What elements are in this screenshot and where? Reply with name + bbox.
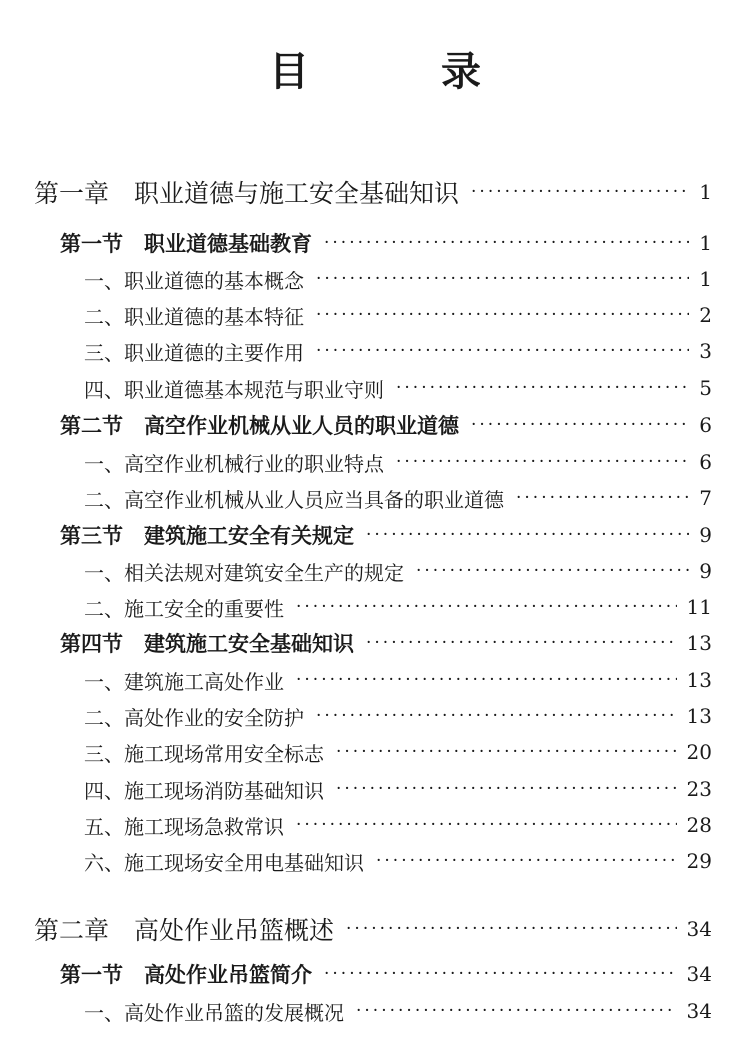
dot-leader xyxy=(366,633,677,653)
dot-leader xyxy=(316,305,689,325)
toc-section xyxy=(0,517,750,553)
toc-entry-label: 五、施工现场急救常识 xyxy=(84,814,284,839)
toc-entry-label: 四、施工现场消防基础知识 xyxy=(84,778,324,803)
dot-leader xyxy=(346,919,677,939)
dot-leader xyxy=(296,670,677,690)
toc-entry-label: 第一节 高处作业吊篮简介 xyxy=(60,962,312,987)
dot-leader xyxy=(296,597,677,617)
page-title: 目 录 xyxy=(269,49,527,95)
dot-leader xyxy=(296,815,677,835)
toc-page-number: 34 xyxy=(686,999,712,1023)
toc-entry-label: 一、职业道德的基本概念 xyxy=(84,268,304,293)
toc-entry-label: 二、高空作业机械从业人员应当具备的职业道德 xyxy=(84,487,504,512)
dot-leader xyxy=(336,742,677,762)
dot-leader xyxy=(366,525,689,545)
dot-leader xyxy=(396,452,689,472)
dot-leader xyxy=(316,341,689,361)
toc-entry-label: 第一节 职业道德基础教育 xyxy=(60,231,312,256)
toc-section xyxy=(0,956,750,992)
dot-leader xyxy=(356,1001,677,1021)
toc-section xyxy=(0,625,750,661)
toc-item xyxy=(0,553,750,589)
toc-entry-label: 二、施工安全的重要性 xyxy=(84,596,284,621)
toc-entry-label: 二、高处作业的安全防护 xyxy=(84,705,304,730)
toc-page-number: 9 xyxy=(699,559,712,583)
toc-entry-label: 四、职业道德基本规范与职业守则 xyxy=(84,377,384,402)
toc-page-number: 5 xyxy=(699,376,712,400)
toc-page-number: 1 xyxy=(699,180,712,204)
toc-item xyxy=(0,734,750,770)
toc-page-number: 20 xyxy=(686,740,712,764)
toc-page-number: 3 xyxy=(699,339,712,363)
dot-leader xyxy=(416,561,689,581)
toc-entry-label: 二、职业道德的基本特征 xyxy=(84,304,304,329)
toc-entry-label: 一、高处作业吊篮的发展概况 xyxy=(84,1000,344,1025)
toc-chapter xyxy=(0,907,750,951)
toc-item xyxy=(0,370,750,406)
toc-page-number: 23 xyxy=(686,777,712,801)
toc-chapter xyxy=(0,170,750,214)
toc-page-number: 13 xyxy=(686,631,712,655)
toc-page-number: 11 xyxy=(686,595,712,619)
toc-entry-label: 第一章 职业道德与施工安全基础知识 xyxy=(34,179,460,208)
toc-entry-label: 第二章 高处作业吊篮概述 xyxy=(34,916,335,945)
dot-leader xyxy=(316,706,677,726)
toc-page-number: 13 xyxy=(686,668,712,692)
dot-leader xyxy=(336,779,677,799)
toc-entry-label: 三、职业道德的主要作用 xyxy=(84,340,304,365)
toc-entry-label: 一、建筑施工高处作业 xyxy=(84,669,284,694)
dot-leader xyxy=(316,269,689,289)
toc-item xyxy=(0,843,750,879)
dot-leader xyxy=(516,488,689,508)
toc-page-number: 34 xyxy=(686,962,712,986)
toc-page-number: 2 xyxy=(699,303,712,327)
toc-item xyxy=(0,771,750,807)
toc-entry-label: 第二节 高空作业机械从业人员的职业道德 xyxy=(60,413,459,438)
toc-page-number: 34 xyxy=(686,917,712,941)
toc-entry-label: 第三节 建筑施工安全有关规定 xyxy=(60,523,354,548)
toc-item xyxy=(0,480,750,516)
toc-entry-label: 六、施工现场安全用电基础知识 xyxy=(84,850,364,875)
toc-section xyxy=(0,407,750,443)
toc-page-number: 29 xyxy=(686,849,712,873)
dot-leader xyxy=(376,851,677,871)
toc-page-number: 28 xyxy=(686,813,712,837)
toc-item xyxy=(0,993,750,1029)
toc-entry-label: 一、高空作业机械行业的职业特点 xyxy=(84,451,384,476)
toc-page-number: 7 xyxy=(699,486,712,510)
toc-page-number: 1 xyxy=(699,231,712,255)
toc-item xyxy=(0,333,750,369)
toc-entry-label: 一、相关法规对建筑安全生产的规定 xyxy=(84,560,404,585)
toc-entry-label: 三、施工现场常用安全标志 xyxy=(84,741,324,766)
toc-page-number: 13 xyxy=(686,704,712,728)
toc-item xyxy=(0,807,750,843)
dot-leader xyxy=(471,415,689,435)
toc-item xyxy=(0,589,750,625)
dot-leader xyxy=(324,233,689,253)
toc-item xyxy=(0,297,750,333)
dot-leader xyxy=(471,182,689,202)
toc-page-number: 1 xyxy=(699,267,712,291)
toc-page-number: 6 xyxy=(699,413,712,437)
toc-item xyxy=(0,444,750,480)
toc-page-number: 6 xyxy=(699,450,712,474)
toc-entry-label: 第四节 建筑施工安全基础知识 xyxy=(60,631,354,656)
dot-leader xyxy=(396,378,689,398)
toc-section xyxy=(0,225,750,261)
toc-page-number: 9 xyxy=(699,523,712,547)
toc-item xyxy=(0,698,750,734)
toc-item xyxy=(0,662,750,698)
toc-item xyxy=(0,261,750,297)
dot-leader xyxy=(324,964,677,984)
